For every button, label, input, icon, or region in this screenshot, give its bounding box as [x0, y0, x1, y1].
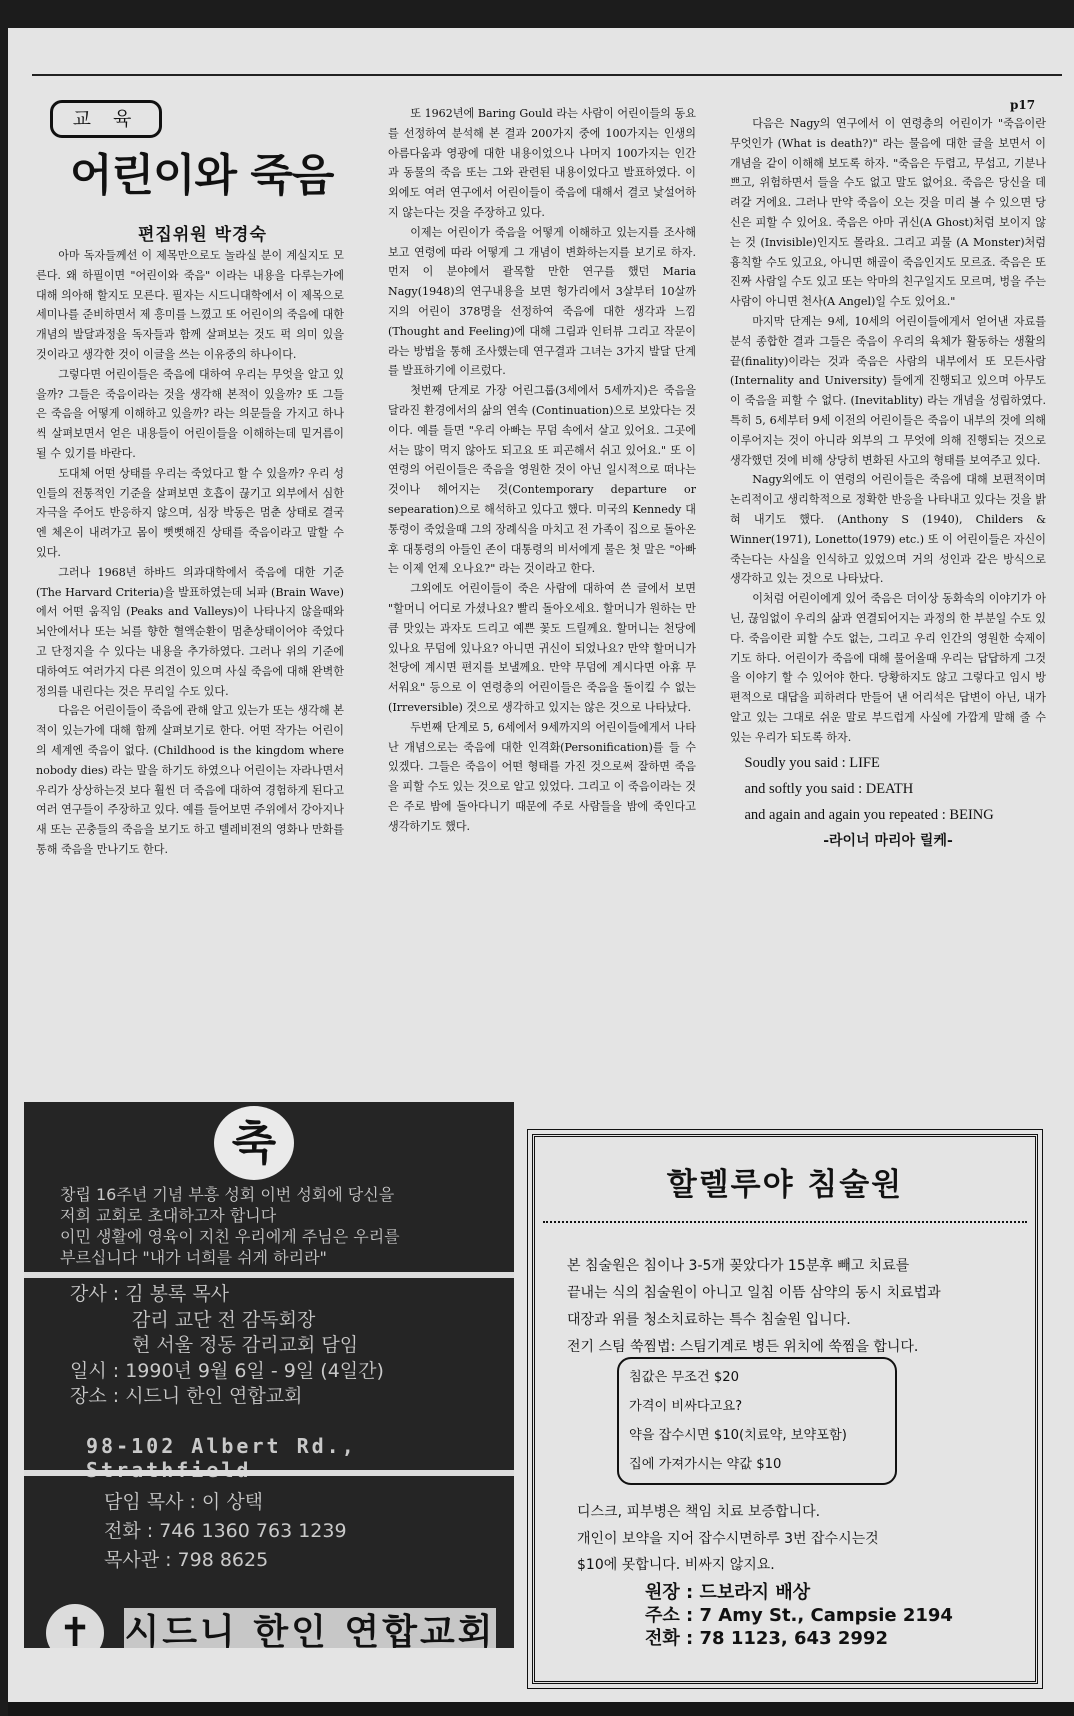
price-line: 약을 잡수시면 $10(치료약, 보약포함): [629, 1428, 847, 1443]
guarantee-line: $10에 못합니다. 비싸지 않지요.: [577, 1557, 775, 1573]
guarantee-line: 디스크, 피부병은 책임 치료 보증합니다.: [577, 1504, 821, 1520]
speaker-line: 강사 : 김 봉록 목사: [70, 1283, 230, 1305]
article-column-1: [36, 246, 344, 1120]
article-byline: 편집위원 박경숙: [138, 225, 267, 245]
paragraph: Nagy외에도 이 연령의 어린이들은 죽음에 대해 보편적이며 논리적이고 생리학적으로 정확한 반응을 나타내고 있다는 것을 밝혀 내기도 했다. (Anthony S (1940), Childers & Winner(1971), Lonetto(1979) etc.) 또 이 어린이들은 자신이 죽는다는 사실을 인식하고 있었으며 거의 성인과 같은 방식으로 생각하고 있는 것으로 나타났다.: [730, 473, 1046, 586]
invitation-line: 이민 생활에 영육이 지친 우리에게 주님은 우리를: [60, 1227, 400, 1246]
invitation-line: 창립 16주년 기념 부흥 성회 이번 성회에 당신을: [60, 1185, 395, 1204]
clinic-guarantee: [577, 1499, 1017, 1579]
paragraph: 다음은 어린이들이 죽음에 관해 알고 있는가 또는 생각해 본적이 있는가에 대해 함께 살펴보기로 한다. 어떤 작가는 어린이의 세계엔 죽음이 없다. (Childhood is the kingdom where nobody dies) 라는 말을 하기도 하였으나 어린이는 자라나면서 우리가 상상하는것 보다 훨씬 더 죽음에 대하여 경험하게 된다고 여러 연구들이 주장하고 있다. 예를 들어보면 주위에서 강아지나 새 또는 곤충들의 죽음을 보기도 하고 텔레비젼의 영화나 만화를 통해 죽음을 만나기도 한다.: [36, 704, 344, 856]
poem-author: -라이너 마리아 릴케-: [823, 832, 953, 849]
clinic-description: [567, 1253, 1007, 1361]
event-venue: 장소 : 시드니 한인 연합교회: [70, 1385, 303, 1407]
church-address: 98-102 Albert Rd.,: [86, 1434, 357, 1458]
revival-details: [70, 1282, 510, 1410]
newspaper-page: [8, 28, 1074, 1702]
section-tag: 교 육: [50, 100, 162, 138]
article-headline: 어린이와 죽음: [70, 150, 334, 201]
pastor-line: 담임 목사 : 이 상택: [104, 1491, 264, 1513]
address-line: 주소 : 7 Amy St., Campsie 2194: [645, 1605, 953, 1626]
ad-divider: [24, 1470, 514, 1476]
invitation-line: 부르십니다 "내가 너희를 쉬게 하리라": [60, 1248, 327, 1267]
church-contact: [104, 1488, 504, 1575]
price-box: [617, 1357, 897, 1485]
poem-line: and again and again you repeated : BEING: [744, 806, 994, 823]
poem-line: and softly you said : DEATH: [744, 780, 914, 797]
price-line: 침값은 무조건 $20: [629, 1370, 739, 1385]
cross-globe-icon: ✝: [46, 1604, 104, 1648]
paragraph: 이처럼 어린이에게 있어 죽음은 더이상 동화속의 이야기가 아닌, 끊임없이 우리의 삶과 연결되어지는 과정의 한 부분일 수도 있다. 죽음이란 피할 수도 없는, 그리고 우리 인간의 영원한 숙제이기도 하다. 어린이가 죽음에 대해 물어올때 우리는 답답하게 그것을 이야기 할 수 있어야 한다. 당황하지도 않고 그렇다고 임시 방편적으로 대답을 피하려다 만들어 낸 어리석은 답변이 아닌, 내가 알고 있는 그대로 쉬운 말로 부드럽게 사실에 가깝게 말해 줄 수 있는 우리가 되도록 하자.: [730, 592, 1046, 744]
paragraph: 또 1962년에 Baring Gould 라는 사람이 어린이들의 동요를 선정하여 분석해 본 결과 200가지 중에 100가지는 인생의 아름다움과 영광에 대한 내용이었으나 나머지 100가지는 인간과 동물의 죽음 또는 그와 관련된 내용이었다고 발표하였다. 이외에도 여러 연구에서 어린이들이 죽음에 대해서 결코 낯설어하지 않는다는 것을 주장하고 있다.: [388, 107, 696, 219]
paragraph: 그러나 1968년 하바드 의과대학에서 죽음에 대한 기준(The Harvard Criteria)을 발표하였는데 뇌파 (Brain Wave)에서 어떤 움직임 (Peaks and Valleys)이 나타나지 않을때와 뇌안에서나 또는 뇌를 향한 혈액순환이 멈춘상태이어야 죽었다고 단정지을 수 있다는 내용을 추가하였다. 그러나 위의 기준에 대하여도 여러가지 다른 의견이 있으며 사실 죽음에 대해 완벽한 정의를 내린다는 것은 무리일 수도 있다.: [36, 565, 344, 698]
description-line: 전기 스팀 쑥찜법: 스팀기계로 병든 위치에 쑥찜을 합니다.: [567, 1339, 919, 1355]
speaker-title: 현 서울 정동 감리교회 담임: [132, 1334, 359, 1356]
church-invitation: [60, 1184, 500, 1268]
paragraph: 다음은 Nagy의 연구에서 이 연령층의 어린이가 "죽음이란 무엇인가 (What is death?)" 라는 물음에 대한 글을 보면서 이 개념을 같이 이해해 보도록 하자. "죽음은 두렵고, 무섭고, 기분나쁘고, 위험하면서 들을 수도 없고 말도 없어요. 죽음은 당신을 데려갈 거에요. 그러나 만약 죽음이 오는 것을 미리 볼 수 있으면 당신은 피할 수 있어요. 죽음은 아마 귀신(A Ghost)처럼 보이지 않는 것 (Invisible)인지도 몰라요. 그리고 괴물 (A Monster)처럼 흉칙할 수도 있고요, 아니면 해골이 죽음인지도 모르죠. 죽음은 또 진짜 사람일 수도 있고 또는 악마의 친구일지도 모르며, 벙을 주는 사람이 아니면 천사(A Angel)일 수도 있어요.": [730, 117, 1046, 309]
paragraph: 마지막 단계는 9세, 10세의 어린이들에게서 얻어낸 자료를 분석 종합한 결과 그들은 죽음이 우리의 육체가 활동하는 생활의 끝(finality)이라는 것과 죽음은 사람의 내부에서 또 모든사람 (Internality and University) 들에게 진행되고 있으며 아무도 이 죽음을 피할 수 없다. (Inevitablity) 라는 개념을 성립하였다. 특히 5, 6세부터 9세 이전의 어린이들은 죽음이 내부의 것에 의해 이루어지는 것이 아니라 외부의 그 무엇에 의해 진행되는 것으로 생각했던 것에 비해 상당히 변화된 사고의 형태를 보여주고 있다.: [730, 314, 1046, 467]
description-line: 본 침술원은 침이나 3-5개 꽂았다가 15분후 빼고 치료를: [567, 1258, 910, 1274]
description-line: 끝내는 식의 침술원이 아니고 일침 이뜸 삼약의 동시 치료법과: [567, 1285, 941, 1301]
article-column-2: [388, 104, 696, 1114]
church-advertisement: [24, 1102, 514, 1648]
paragraph: 이제는 어린이가 죽음을 어떻게 이해하고 있는지를 조사해 보고 연령에 따라 어떻게 그 개념이 변화하는지를 보기로 하자. 먼저 이 분야에서 괄목할 만한 연구를 했던 Maria Nagy(1948)의 연구내용을 보면 헝가리에서 3살부터 10살까지의 어린이 378명을 선정하여 죽음에 대한 생각과 느낌 (Thought and Feeling)에 대해 그림과 인터뷰 그리고 작문이라는 방법을 통해 조사했는데 연구결과 그녀는 3가지 발달 단계를 발표하기에 이르렀다.: [388, 225, 696, 378]
phone-line: 전화 : 746 1360 763 1239: [104, 1520, 347, 1542]
guarantee-line: 개인이 보약을 지어 잡수시면하루 3번 잡수시는것: [577, 1530, 879, 1547]
clinic-divider: [543, 1221, 1027, 1223]
paragraph: 두번째 단계로 5, 6세에서 9세까지의 어린이들에게서 나타난 개념으로는 죽음에 대한 인격화(Personification)를 들 수 있겠다. 그들은 죽음이 어떤 형태를 가진 것으로써 잘하면 죽음을 피할 수도 있는 것으로 알고 있었다. 그리고 이 죽음이라는 것은 주로 밤에 돌아다니기 때문에 주로 사람들을 밤에 죽인다고 생각하기도 했다.: [388, 720, 696, 833]
church-name: 시드니 한인 연합교회: [124, 1608, 496, 1648]
paragraph: 그렇다면 어린이들은 죽음에 대하여 우리는 무엇을 알고 있을까? 그들은 죽음이라는 것을 생각해 본적이 있을까? 또 그들은 죽음을 어떻게 이해하고 있을까? 라는 의문들을 가지고 하나씩 살펴보면서 얻은 내용들이 어린이들을 이해하는데 밑거름이 될 수 있기를 바란다.: [36, 367, 344, 460]
paragraph: 아마 독자들께선 이 제목만으로도 놀라실 분이 계실지도 모른다. 왜 하필이면 "어린이와 죽음" 이라는 내용을 다루는가에 대해 의아해 할지도 모른다. 필자는 시드니대학에서 이 제목으로 세미나를 준비하면서 제 흥미를 느꼈고 또 어린이의 죽음에 대한 개념의 발달과정을 독자들과 함께 살펴보는 것도 퍽 의미 있을 것이라고 생각한 것이 이글을 쓰는 이유중의 하나이다.: [36, 249, 344, 361]
clinic-advertisement: [532, 1134, 1038, 1684]
speaker-title: 감리 교단 전 감독회장: [132, 1308, 316, 1331]
description-line: 대장과 위를 청소치료하는 특수 침술원 입니다.: [567, 1312, 851, 1328]
manse-phone-line: 목사관 : 798 8625: [104, 1549, 269, 1571]
event-date: 일시 : 1990년 9월 6일 - 9일 (4일간): [70, 1359, 384, 1382]
clinic-title: 할렐루야 침술원: [666, 1167, 904, 1203]
page-number: p17: [1010, 98, 1036, 112]
paragraph: 첫번째 단계로 가장 어린그룹(3세에서 5세까지)은 죽음을 달라진 환경에서의 삶의 연속 (Continuation)으로 보았다는 것이다. 예를 들면 "우리 아빠는 무덤 속에서 살고 있어요. 그곳에서는 많이 먹지 않아도 되고요 또 피곤해서 쉬고 있어요." 또 이 연령의 어린이들은 죽음을 영원한 것이 아닌 일시적으로 떠나는 것이나 헤어지는 것(Contemporary departure or sepearation)으로 해석하고 있다고 했다. 미국의 Kennedy 대통령이 죽었을때 그의 장례식을 마치고 전 가족이 집으로 돌아온후 대통령의 아들인 존이 대통령의 비서에게 물은 첫 말은 "아빠는 이제 언제 오나요?" 라는 것이라고 한다.: [388, 384, 696, 576]
clinic-contact: [645, 1581, 1025, 1650]
article-column-3: [730, 114, 1046, 1114]
paragraph: 그외에도 어린이들이 죽은 사람에 대하여 쓴 글에서 보면 "할머니 어디로 가셨나요? 빨리 돌아오세요. 할머니가 원하는 만큼 맛있는 과자도 드리고 예쁜 꽃도 드릴께요. 할머니는 천당에 있나요 무덤에 있나요? 아니면 귀신이 되었나요? 만약 할머니가 천당에 계시면 편지를 보낼께요. 만약 무덤에 계시다면 아휴 무서워요" 등으로 이 연령층의 어린이들은 죽음을 돌이킬 수 없는 (Irreversible) 것으로 생각하고 있지는 않은 것으로 나타났다.: [388, 582, 696, 714]
price-line: 집에 가져가시는 약값 $10: [629, 1457, 782, 1472]
poem-line: Soudly you said : LIFE: [744, 754, 880, 771]
celebration-symbol: 축: [214, 1106, 294, 1180]
header-rule: [32, 74, 1062, 76]
invitation-line: 저희 교회로 초대하고자 합니다: [60, 1206, 277, 1225]
director-line: 원장 : 드보라지 배상: [645, 1582, 811, 1603]
ad-divider: [24, 1272, 514, 1278]
phone-line: 전화 : 78 1123, 643 2992: [645, 1628, 888, 1649]
price-line: 가격이 비싸다고요?: [629, 1399, 743, 1414]
paragraph: 도대체 어떤 상태를 우리는 죽었다고 할 수 있을까? 우리 성인들의 전통적인 기준을 살펴보면 호흡이 끊기고 외부에서 심한 자극을 주어도 반응하지 않으며, 심장 박동은 멈춘 상태로 결국엔 체온이 내려가고 몸이 뻣뻣해진 상태를 죽음이라고 말할 수 있다.: [36, 466, 344, 559]
scan-edge: [8, 1702, 1074, 1716]
